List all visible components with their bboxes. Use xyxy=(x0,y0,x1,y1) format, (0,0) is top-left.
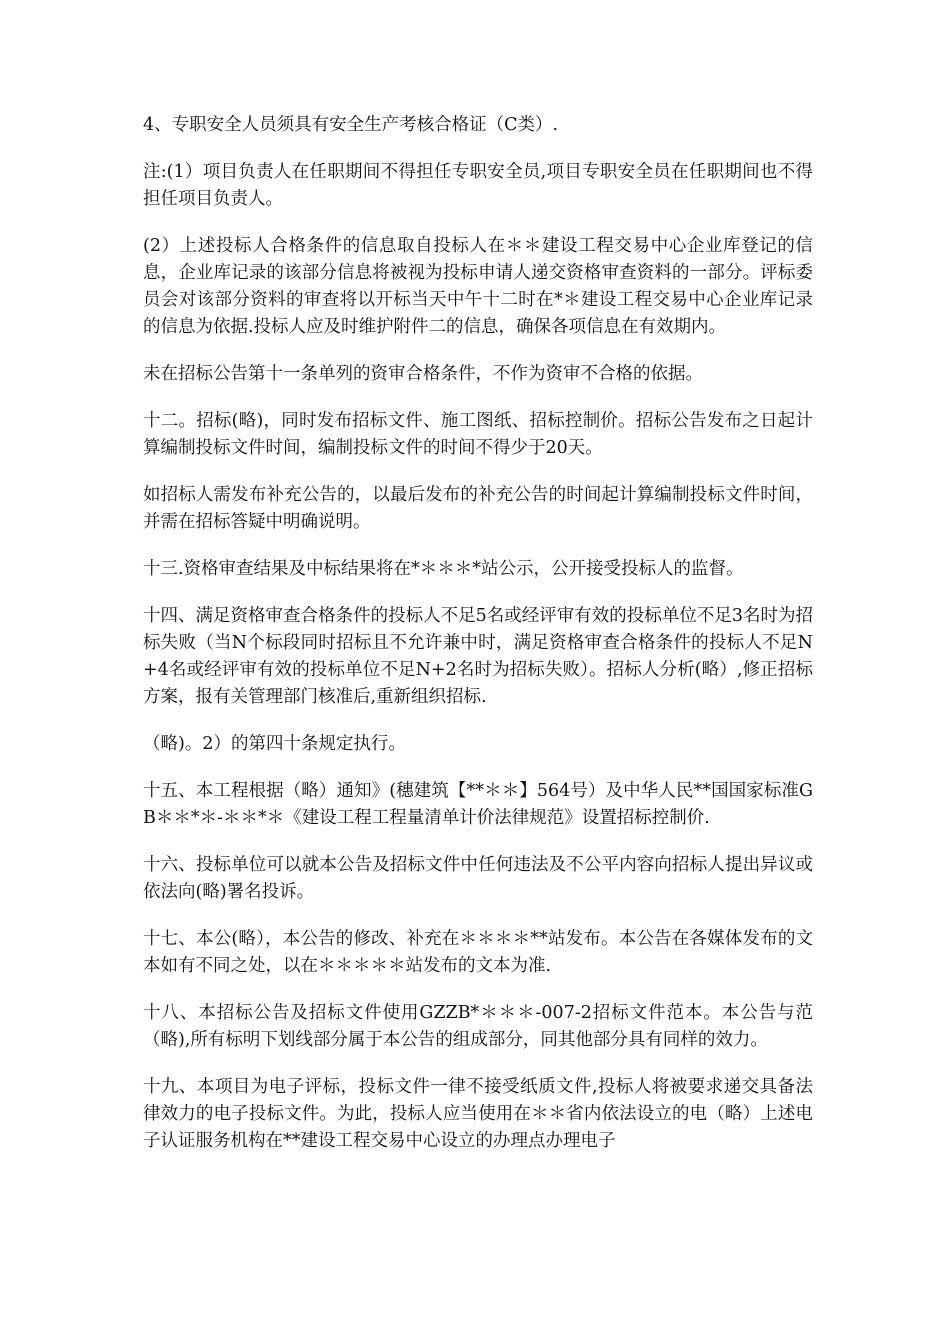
paragraph-section-18: 十八、本招标公告及招标文件使用GZZB*＊＊＊-007-2招标文件范本。本公告与范（略),所有标明下划线部分属于本公告的组成部分，同其他部分具有同样的效力。 xyxy=(143,1003,813,1050)
document-page xyxy=(143,112,813,1175)
paragraph-section-17: 十七、本公(略），本公告的修改、补充在＊＊＊＊**站发布。本公告在各媒体发布的文本如有不同之处，以在＊＊＊＊＊站发布的文本为准. xyxy=(143,929,813,976)
paragraph-note-1: 注:(1）项目负责人在任职期间不得担任专职安全员,项目专职安全员在任职期间也不得担任项目负责人。 xyxy=(143,162,813,209)
paragraph-section-13: 十三.资格审查结果及中标结果将在*＊＊＊*站公示，公开接受投标人的监督。 xyxy=(143,559,744,579)
paragraph-supplementary-notice: 如招标人需发布补充公告的，以最后发布的补充公告的时间起计算编制投标文件时间，并需在招标答疑中明确说明。 xyxy=(143,485,813,532)
paragraph-article-40: （略)。2）的第四十条规定执行。 xyxy=(143,734,406,754)
paragraph-safety-cert: 4、专职安全人员须具有安全生产考核合格证（C类）. xyxy=(143,115,559,135)
paragraph-section-15: 十五、本工程根据（略）通知》(穗建筑【**＊＊】564号）及中华人民**国国家标准GB＊＊*＊-＊＊*＊《建设工程工程量清单计价法律规范》设置招标控制价. xyxy=(143,781,813,828)
paragraph-section-14: 十四、满足资格审查合格条件的投标人不足5名或经评审有效的投标单位不足3名时为招标失败（当N个标段同时招标且不允许兼中时，满足资格审查合格条件的投标人不足N+4名或经评审有效的投标单位不足N+2名时为招标失败）。招标人分析(略）,修正招标方案，报有关管理部门核准后,重新组织招标. xyxy=(143,606,813,707)
paragraph-section-12: 十二。招标(略)，同时发布招标文件、施工图纸、招标控制价。招标公告发布之日起计算编制投标文件时间，编制投标文件的时间不得少于20天。 xyxy=(143,411,813,458)
paragraph-unlisted-conditions: 未在招标公告第十一条单列的资审合格条件，不作为资审不合格的依据。 xyxy=(143,364,703,384)
paragraph-section-16: 十六、投标单位可以就本公告及招标文件中任何违法及不公平内容向招标人提出异议或依法向(略)署名投诉。 xyxy=(143,855,813,902)
paragraph-section-19: 十九、本项目为电子评标，投标文件一律不接受纸质文件,投标人将被要求递交具备法律效力的电子投标文件。为此，投标人应当使用在＊＊省内依法设立的电（略）上述电子认证服务机构在**建设工程交易中心设立的办理点办理电子 xyxy=(143,1077,813,1151)
paragraph-note-2: (2）上述投标人合格条件的信息取自投标人在＊＊建设工程交易中心企业库登记的信息，企业库记录的该部分信息将被视为投标申请人递交资格审查资料的一部分。评标委员会对该部分资料的审查将以开标当天中午十二时在*＊建设工程交易中心企业库记录的信息为依据.投标人应及时维护附件二的信息，确保各项信息在有效期内。 xyxy=(143,236,813,337)
